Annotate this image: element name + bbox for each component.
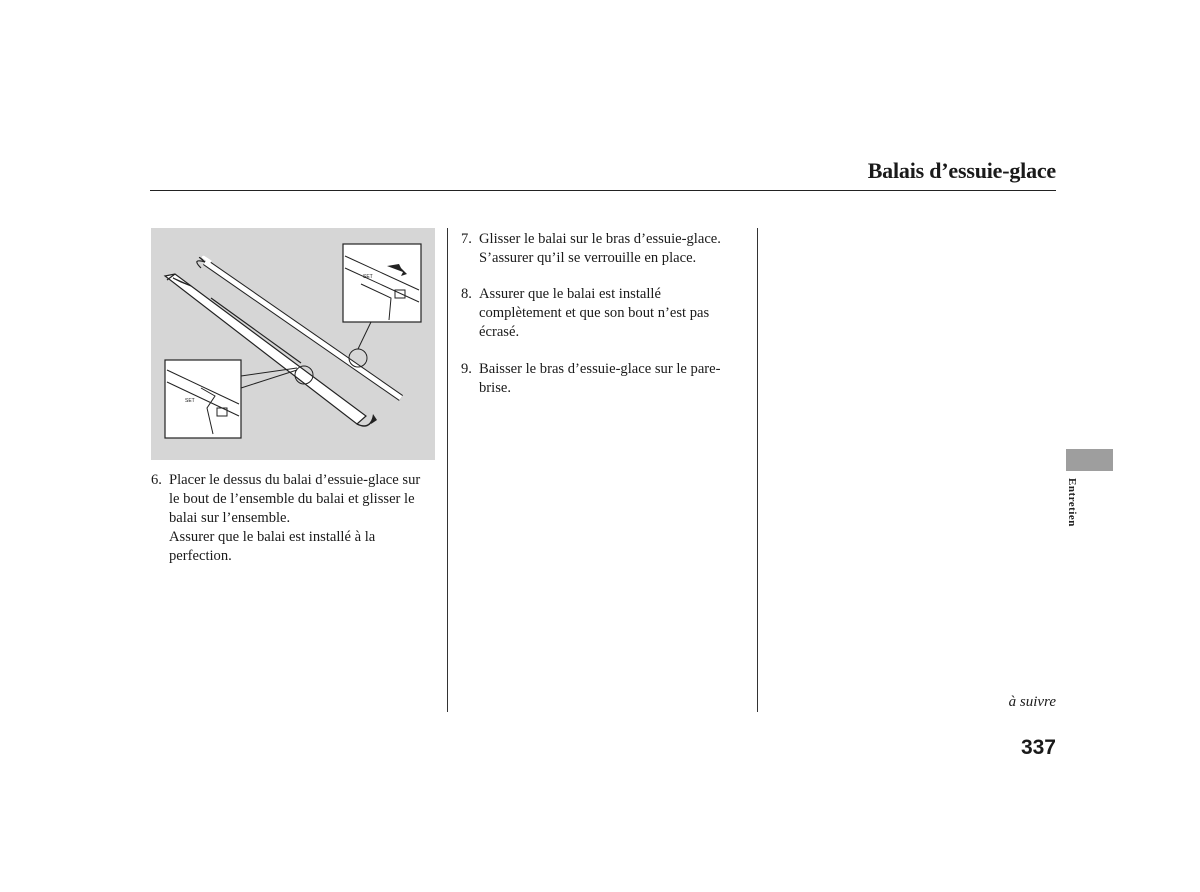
step-number: 9. (461, 361, 472, 377)
step-line: brise. (479, 380, 512, 396)
step-line: écrasé. (479, 324, 520, 340)
inset-set-label: SET (363, 274, 373, 280)
section-tab (1066, 449, 1113, 471)
step-9 (461, 360, 751, 398)
page-number: 337 (1020, 736, 1056, 759)
column-divider-2 (757, 228, 758, 712)
inset-detail-upper (343, 244, 421, 322)
step-line: Glisser le balai sur le bras d’essuie-glace. (479, 231, 721, 247)
step-line: S’assurer qu’il se verrouille en place. (479, 250, 697, 266)
inset-detail-lower (165, 360, 241, 438)
continued-note: à suivre (1008, 694, 1056, 710)
step-number: 8. (461, 286, 472, 302)
step-line: le bout de l’ensemble du balai et glisser le (169, 491, 415, 507)
step-line: Placer le dessus du balai d’essuie-glace sur (169, 472, 421, 488)
wiper-blade-illustration (151, 228, 435, 460)
header-rule (150, 190, 1056, 191)
inset-set-label-2: SET (185, 398, 195, 404)
column-divider-1 (447, 228, 448, 712)
step-line: Assurer que le balai est installé à la (169, 529, 376, 545)
step-number: 7. (461, 231, 472, 247)
step-6 (151, 471, 441, 566)
step-line: complètement et que son bout n’est pas (479, 305, 710, 321)
step-line: Baisser le bras d’essuie-glace sur le pare- (479, 361, 721, 377)
step-8 (461, 285, 751, 342)
step-line: balai sur l’ensemble. (169, 510, 291, 526)
step-line: Assurer que le balai est installé (479, 286, 661, 302)
step-number: 6. (151, 472, 162, 488)
page-title: Balais d’essuie-glace (867, 158, 1056, 183)
step-7 (461, 230, 751, 268)
section-label: Entretien (1066, 478, 1078, 527)
step-line: perfection. (169, 548, 232, 564)
